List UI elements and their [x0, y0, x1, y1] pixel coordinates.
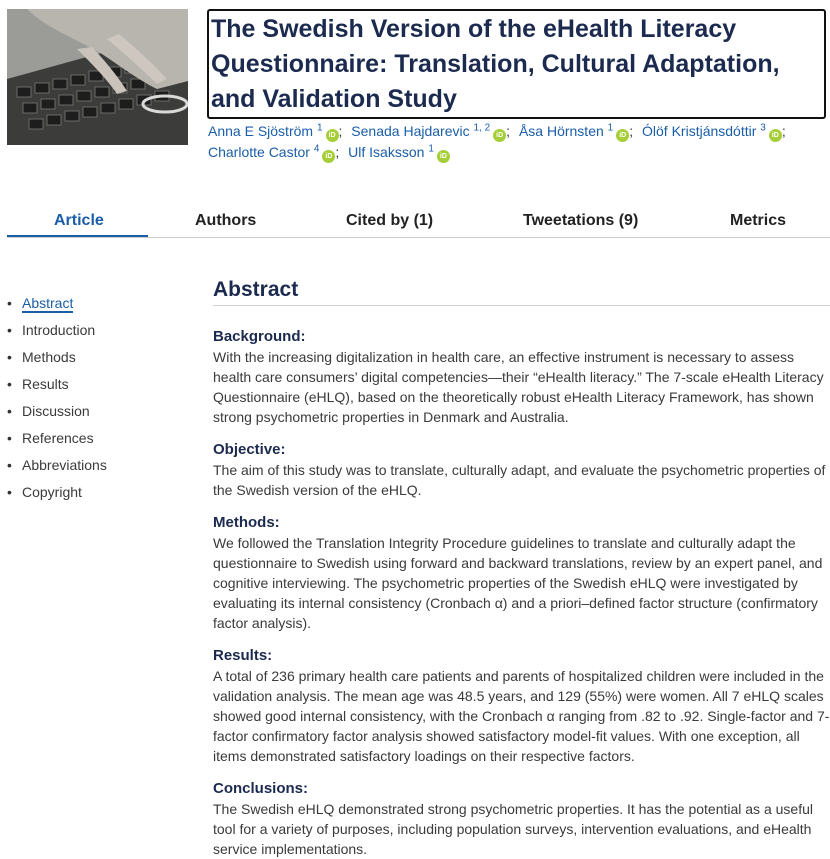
author-name[interactable]: Charlotte Castor	[208, 144, 310, 160]
author-link[interactable]	[642, 123, 782, 139]
tab-cited-by[interactable]: Cited by (1)	[346, 212, 434, 229]
author-link[interactable]	[351, 123, 506, 139]
section-text: With the increasing digitalization in health care, an effective instrument is necessary to assess health care consumers’ digital competencies—their “eHealth literacy.” The 7-scale eHealth Literacy Questionnaire (eHLQ), based on the theoretically robust eHealth Literacy Framework, has shown strong psychometric properties in Denmark and Australia.	[213, 349, 824, 425]
author-separator: ;	[338, 123, 343, 139]
toc-item-results[interactable]	[7, 374, 107, 401]
toc-link[interactable]: Copyright	[22, 484, 82, 500]
author-name[interactable]: Åsa Hörnsten	[518, 123, 604, 139]
section-text: The Swedish eHLQ demonstrated strong psychometric properties. It has the potential as a useful tool for a variety of purposes, including population surveys, intervention evaluations, and eHealth service implementations.	[213, 801, 813, 857]
toc-link[interactable]: References	[22, 430, 94, 446]
author-affiliation: 1, 2	[473, 122, 491, 134]
author-affiliation: 3	[760, 122, 766, 134]
active-tab-indicator	[7, 235, 148, 237]
orcid-icon[interactable]: iD	[493, 129, 506, 142]
author-separator: ;	[506, 123, 511, 139]
author-affiliation: 1	[607, 122, 614, 134]
toc-item-abstract[interactable]	[7, 293, 107, 320]
abstract-section-conclusions	[213, 779, 830, 859]
tab-metrics[interactable]: Metrics	[730, 212, 787, 229]
toc-link[interactable]: Methods	[22, 349, 76, 365]
orcid-icon[interactable]: iD	[769, 129, 782, 142]
abstract-section-results	[213, 646, 830, 766]
author-separator: ;	[629, 123, 634, 139]
orcid-icon[interactable]: iD	[322, 150, 335, 163]
article-thumbnail	[7, 9, 188, 145]
author-affiliation: 1	[428, 143, 434, 155]
toc-link[interactable]: Discussion	[22, 403, 90, 419]
author-name[interactable]: Ólöf Kristjánsdóttir	[642, 123, 757, 139]
toc-item-references[interactable]	[7, 428, 107, 455]
author-link[interactable]	[519, 123, 629, 139]
section-title: Objective:	[213, 441, 286, 458]
tab-tweetations[interactable]: Tweetations (9)	[523, 212, 639, 229]
orcid-icon[interactable]: iD	[437, 150, 450, 163]
toc-link[interactable]: Results	[22, 376, 69, 392]
toc-item-copyright[interactable]	[7, 482, 107, 509]
section-title: Conclusions:	[213, 780, 309, 797]
abstract-heading: Abstract	[213, 276, 830, 306]
author-name[interactable]: Anna E Sjöström	[208, 123, 314, 139]
article-tabs	[7, 207, 830, 238]
author-list	[208, 121, 820, 163]
toc-item-methods[interactable]	[7, 347, 107, 374]
author-link[interactable]	[208, 144, 335, 160]
article-title: The Swedish Version of the eHealth Literacy Questionnaire: Translation, Cultural Adaptation, and Validation Study	[207, 9, 826, 119]
toc-link[interactable]: Abstract	[22, 295, 74, 311]
author-affiliation: 4	[313, 143, 320, 155]
section-title: Methods:	[213, 514, 280, 531]
abstract-content	[213, 276, 830, 859]
abstract-section-background	[213, 327, 830, 427]
author-separator: ;	[781, 123, 786, 139]
author-link[interactable]	[348, 144, 450, 160]
author-name[interactable]: Ulf Isaksson	[348, 144, 425, 160]
orcid-icon[interactable]: iD	[326, 129, 339, 142]
section-text: A total of 236 primary health care patients and parents of hospitalized children were included in the validation analysis. The mean age was 48.5 years, and 129 (55%) were women. All 7 eHLQ scales showed good internal consistency, with the Cronbach α ranging from .82 to .92. Single-factor and 7-factor confirmatory factor analysis showed satisfactory model-fit values. With one exception, all items demonstrated satisfactory loadings on their respective factors.	[213, 668, 830, 764]
section-title: Background:	[213, 328, 306, 345]
toc-link[interactable]: Abbreviations	[22, 457, 107, 473]
orcid-icon[interactable]: iD	[616, 129, 629, 142]
section-text: The aim of this study was to translate, culturally adapt, and evaluate the psychometric properties of the Swedish version of the eHLQ.	[213, 462, 826, 498]
abstract-section-methods	[213, 513, 830, 633]
hands-typing-on-keyboard-image	[7, 9, 188, 145]
tab-article[interactable]: Article	[54, 212, 104, 229]
section-title: Results:	[213, 647, 273, 664]
author-separator: ;	[335, 144, 340, 160]
author-name[interactable]: Senada Hajdarevic	[351, 123, 470, 139]
abstract-section-objective	[213, 440, 830, 500]
author-link[interactable]	[208, 123, 339, 139]
toc-link[interactable]: Introduction	[22, 322, 96, 338]
tab-authors[interactable]: Authors	[195, 212, 257, 229]
toc-item-abbreviations[interactable]	[7, 455, 107, 482]
section-text: We followed the Translation Integrity Procedure guidelines to translate and culturally adapt the questionnaire to Swedish using forward and backward translations, review by an expert panel, and cognitive interviewing. The psychometric properties of the Swedish eHLQ were investigated by evaluating its internal consistency (Cronbach α) and a priori–defined factor structure (confirmatory factor analysis).	[213, 535, 823, 631]
toc-item-discussion[interactable]	[7, 401, 107, 428]
toc-item-introduction[interactable]	[7, 320, 107, 347]
author-affiliation: 1	[316, 122, 323, 134]
table-of-contents	[7, 293, 107, 509]
